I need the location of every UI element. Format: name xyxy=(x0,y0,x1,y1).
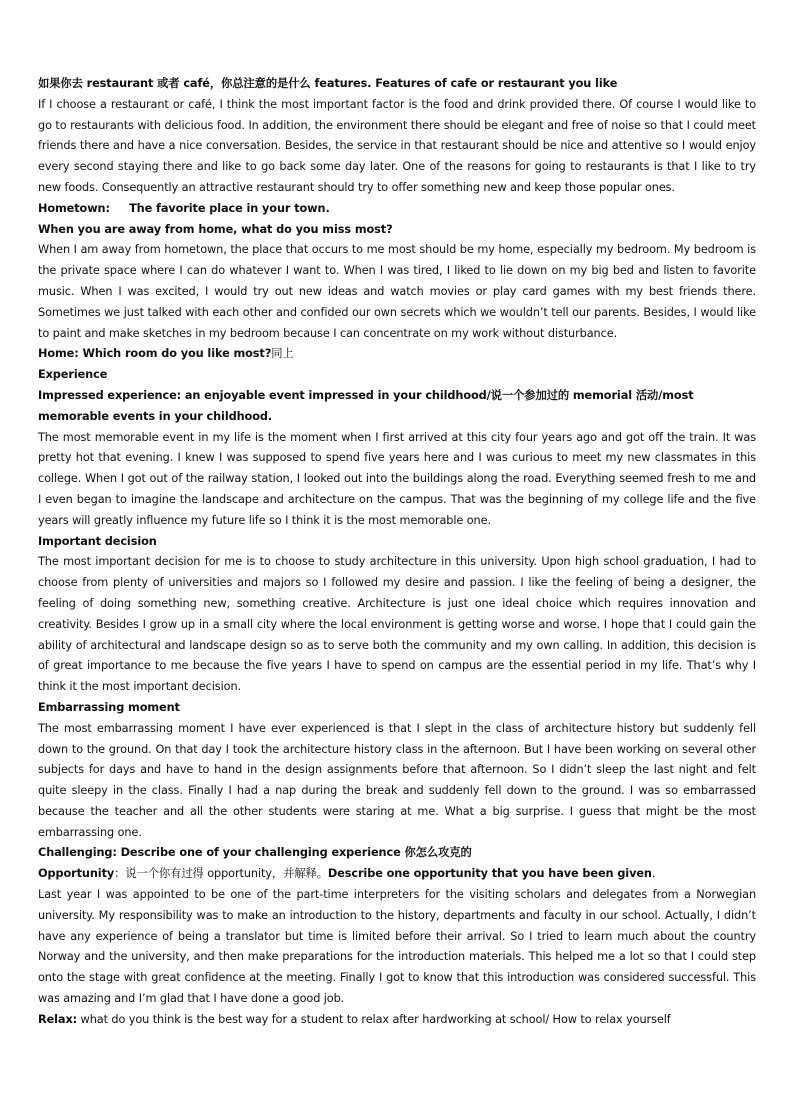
opportunity-label: Opportunity xyxy=(38,867,115,881)
heading-favorite-room-suffix: 同上 xyxy=(271,347,294,361)
heading-relax xyxy=(38,1010,756,1031)
heading-cafe-restaurant: 如果你去 restaurant 或者 café，你总注意的是什么 features. Features of cafe or restaurant you like xyxy=(38,77,618,90)
opportunity-prompt: Describe one opportunity that you have been given xyxy=(327,867,652,881)
heading-impressed-experience: Impressed experience: an enjoyable event impressed in your childhood/说一个参加过的 memorial 活动/most memorable events in your childhood. xyxy=(38,388,694,423)
heading-experience: Experience xyxy=(38,368,108,382)
relax-text: what do you think is the best way for a student to relax after hardworking at school/ How to relax yourself xyxy=(77,1012,671,1026)
heading-favorite-room xyxy=(38,344,756,365)
paragraph-impressed-experience: The most memorable event in my life is the moment when I first arrived at this city four years ago and got off the train. It was pretty hot that evening. I knew I was supposed to spend five years here and I was curious to meet my new classmates in this college. When I got out of the railway station, I looked out into the buildings along the road. Everything seemed fresh to me and I even began to imagine the landscape and architecture on the campus. That was the beginning of my college life and the five years will greatly influence my future life so I think it is the most memorable one. xyxy=(38,430,756,527)
heading-favorite-room-text: Home: Which room do you like most? xyxy=(38,347,272,361)
opportunity-middle: ：说一个你有过得 opportunity，并解释。 xyxy=(114,867,328,881)
heading-away-from-home: When you are away from home, what do you miss most? xyxy=(38,222,393,236)
heading-challenging: Challenging: Describe one of your challenging experience 你怎么攻克的 xyxy=(38,846,472,860)
heading-hometown: Hometown: The favorite place in your town. xyxy=(38,201,330,215)
relax-label: Relax: xyxy=(38,1012,78,1026)
document-page xyxy=(38,74,756,1031)
opportunity-end: . xyxy=(651,867,656,881)
paragraph-cafe-restaurant: If I choose a restaurant or café, I think the most important factor is the food and drink provided there. Of course I would like to go to restaurants with delicious food. In addition, the environment there should be elegant and free of noise so that I could meet friends there and have a nice conversation. Besides, the service in that restaurant should be nice and attentive so I would enjoy every second staying there and like to go back some day later. One of the reasons for going to restaurants is that I like to try new foods. Consequently an attractive restaurant should try to offer something new and keep those popular ones. xyxy=(38,97,756,194)
paragraph-home: When I am away from hometown, the place that occurs to me most should be my home, especially my bedroom. My bedroom is the private space where I can do whatever I want to. When I was tired, I liked to lie down on my big bed and listen to favorite music. When I was excited, I would try out new ideas and watch movies or play card games with my best friends there. Sometimes we just talked with each other and confided our own secrets which we wouldn’t tell our parents. Besides, I would like to paint and make sketches in my bedroom because I can concentrate on my work without disturbance. xyxy=(38,243,756,340)
heading-important-decision: Important decision xyxy=(38,534,157,548)
heading-opportunity xyxy=(38,864,756,885)
paragraph-important-decision: The most important decision for me is to choose to study architecture in this university. Upon high school graduation, I had to choose from plenty of universities and majors so I followed my desire and passion. I like the feeling of being a designer, the feeling of doing something new, something creative. Architecture is just one ideal choice which requires innovation and creativity. Besides I grow up in a small city where the local environment is getting worse and worse. I hope that I could gain the ability of architectural and landscape design so as to serve both the community and my own calling. In addition, this decision is of great importance to me because the five years I have to spend on campus are the essential period in my life. That’s why I think it the most important decision. xyxy=(38,555,756,694)
paragraph-embarrassing-moment: The most embarrassing moment I have ever experienced is that I slept in the class of architecture history but suddenly fell down to the ground. On that day I took the architecture history class in the afternoon. But I have been working on several other subjects for days and have to hand in the design assignments before that afternoon. So I didn’t sleep the last night and felt quite sleepy in the class. Finally I had a nap during the break and suddenly fell down to the ground. I was so embarrassed because the teacher and all the other students were staring at me. What a big surprise. I guess that might be the most embarrassing one. xyxy=(38,721,756,839)
paragraph-opportunity: Last year I was appointed to be one of the part-time interpreters for the visiting scholars and delegates from a Norwegian university. My responsibility was to make an introduction to the history, departments and faculty in our school. Actually, I didn’t have any experience of being a translator but time is limited before their arrival. So I tried to learn much about the country Norway and the university, and then make preparations for the introduction materials. This helped me a lot so that I could step onto the stage with great confidence at the meeting. Finally I got to know that this introduction was considered successful. This was amazing and I’m glad that I have done a good job. xyxy=(38,888,756,1006)
heading-embarrassing-moment: Embarrassing moment xyxy=(38,700,180,714)
